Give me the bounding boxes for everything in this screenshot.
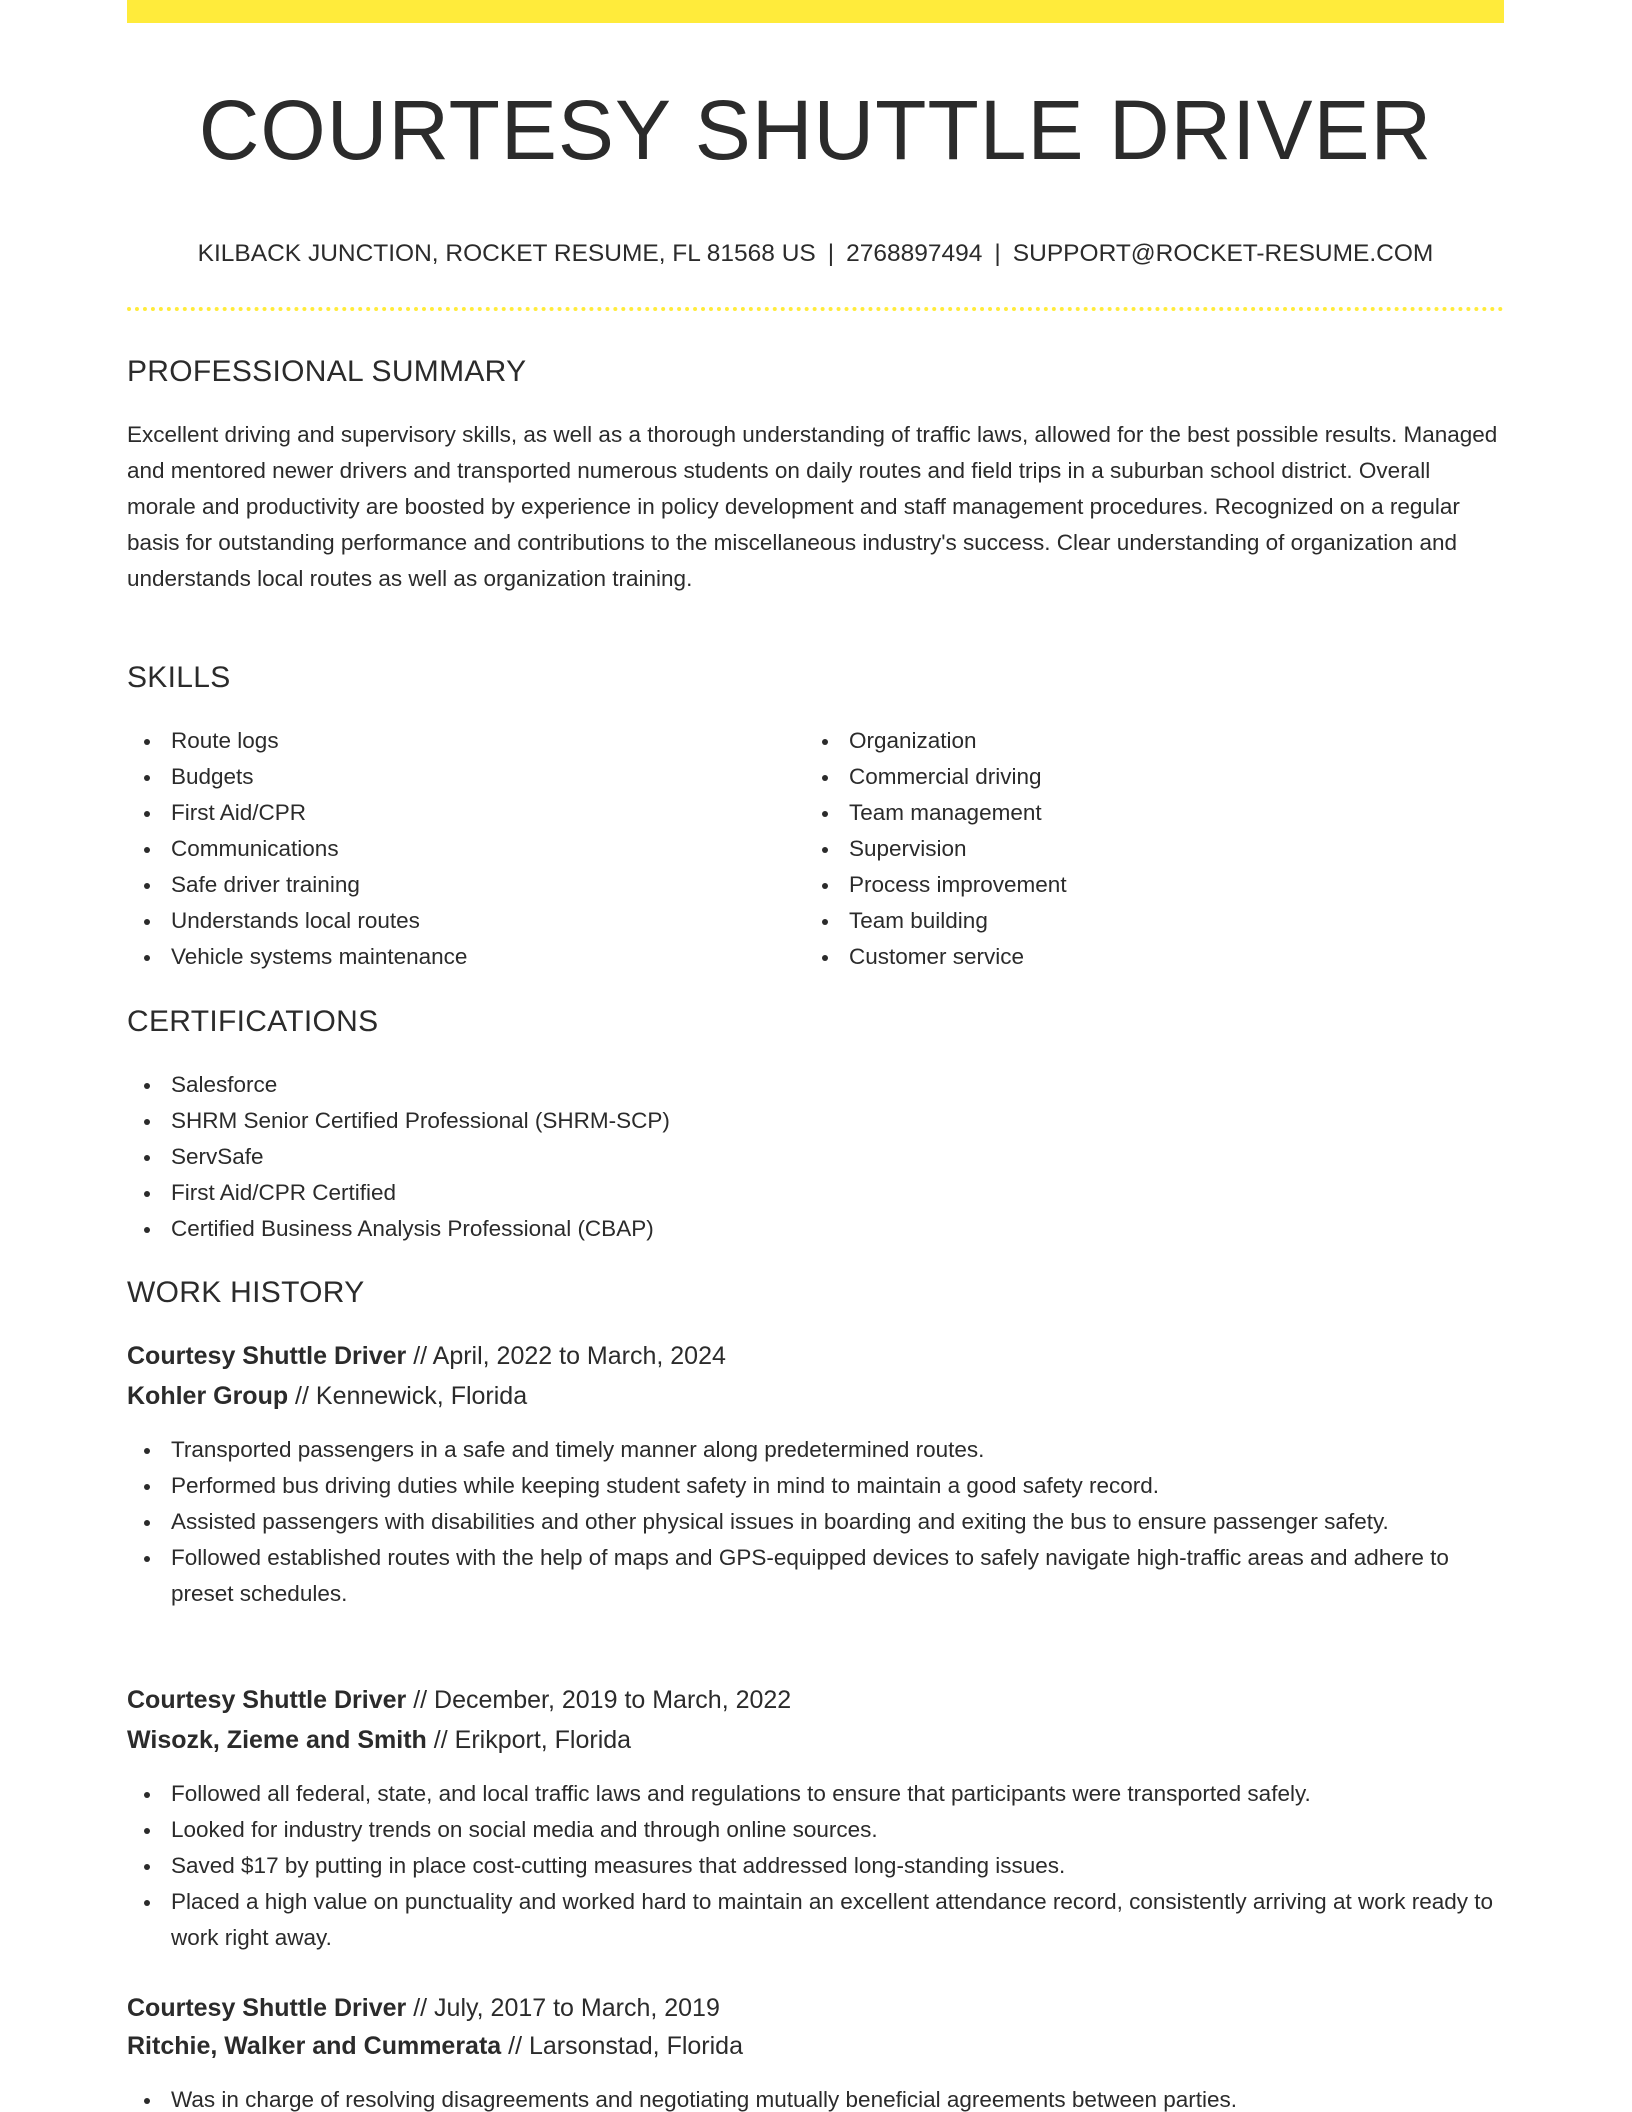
- job-bullet: Performed bus driving duties while keeping student safety in mind to maintain a good safety record.: [127, 1468, 1504, 1504]
- job-bullets: [127, 1776, 1504, 1956]
- skills-list-right: [805, 723, 1465, 975]
- skill-item: Safe driver training: [127, 867, 787, 903]
- contact-separator: |: [827, 240, 835, 267]
- job-company: Kohler Group: [127, 1382, 289, 1410]
- job-bullet: Saved $17 by putting in place cost-cutting measures that addressed long-standing issues.: [127, 1848, 1504, 1884]
- job-company-line: [127, 2026, 743, 2066]
- certification-item: ServSafe: [127, 1139, 1504, 1175]
- job-bullet: Followed established routes with the help of maps and GPS-equipped devices to safely navigate high-traffic areas and adhere to preset schedules.: [127, 1540, 1504, 1612]
- job-bullets: [127, 2082, 1504, 2112]
- skills-heading: SKILLS: [127, 661, 231, 694]
- job-separator: //: [288, 1382, 316, 1410]
- job-separator: //: [426, 1726, 455, 1754]
- certification-item: First Aid/CPR Certified: [127, 1175, 1504, 1211]
- skill-item: Budgets: [127, 759, 787, 795]
- job-dates: April, 2022 to March, 2024: [432, 1342, 726, 1370]
- resume-title: COURTESY SHUTTLE DRIVER: [198, 83, 1433, 177]
- job-bullet: Assisted passengers with disabilities and other physical issues in boarding and exiting the bus to ensure passenger safety.: [127, 1504, 1504, 1540]
- work-history-heading: WORK HISTORY: [127, 1276, 365, 1309]
- skill-item: First Aid/CPR: [127, 795, 787, 831]
- job-bullet: Transported passengers in a safe and timely manner along predetermined routes.: [127, 1432, 1504, 1468]
- job-company-line: [127, 1376, 527, 1416]
- contact-address: KILBACK JUNCTION, ROCKET RESUME, FL 81568 US: [197, 240, 816, 267]
- job-title-line: [127, 1988, 720, 2028]
- job-separator: //: [406, 1994, 435, 2022]
- job-bullet: Looked for industry trends on social media and through online sources.: [127, 1812, 1504, 1848]
- certifications-list: [127, 1067, 1504, 1247]
- contact-email: SUPPORT@ROCKET-RESUME.COM: [1012, 240, 1434, 267]
- job-location: Erikport, Florida: [454, 1726, 632, 1754]
- accent-top-bar: [127, 0, 1504, 23]
- job-separator: //: [406, 1342, 433, 1370]
- skill-item: Commercial driving: [805, 759, 1465, 795]
- job-location: Larsonstad, Florida: [528, 2032, 743, 2060]
- skill-item: Organization: [805, 723, 1465, 759]
- skill-item: Route logs: [127, 723, 787, 759]
- skill-item: Communications: [127, 831, 787, 867]
- job-company: Wisozk, Zieme and Smith: [127, 1726, 427, 1754]
- dotted-divider: [127, 307, 1504, 311]
- job-role: Courtesy Shuttle Driver: [127, 1994, 407, 2022]
- certification-item: Salesforce: [127, 1067, 1504, 1103]
- summary-text: Excellent driving and supervisory skills, as well as a thorough understanding of traffic laws, allowed for the best possible results. Managed and mentored newer drivers and transported numerous students on daily routes and field trips in a suburban school district. Overall morale and productivity are boosted by experience in policy development and staff management procedures. Recognized on a regular basis for outstanding performance and contributions to the miscellaneous industry's success. Clear understanding of organization and understands local routes as well as organization training.: [127, 422, 1498, 591]
- skill-item: Vehicle systems maintenance: [127, 939, 787, 975]
- job-title-line: [127, 1336, 726, 1376]
- job-separator: //: [501, 2032, 529, 2060]
- job-company: Ritchie, Walker and Cummerata: [127, 2032, 502, 2060]
- skill-item: Customer service: [805, 939, 1465, 975]
- certification-item: SHRM Senior Certified Professional (SHRM-SCP): [127, 1103, 1504, 1139]
- contact-phone: 2768897494: [846, 240, 983, 267]
- job-bullet: Placed a high value on punctuality and worked hard to maintain an excellent attendance record, consistently arriving at work ready to work right away.: [127, 1884, 1504, 1956]
- certification-item: Certified Business Analysis Professional (CBAP): [127, 1211, 1504, 1247]
- job-separator: //: [406, 1686, 435, 1714]
- job-location: Kennewick, Florida: [315, 1382, 528, 1410]
- job-bullet: Followed all federal, state, and local traffic laws and regulations to ensure that participants were transported safely.: [127, 1776, 1504, 1812]
- contact-separator: |: [994, 240, 1001, 267]
- job-dates: December, 2019 to March, 2022: [434, 1686, 792, 1714]
- skill-item: Team building: [805, 903, 1465, 939]
- job-dates: July, 2017 to March, 2019: [434, 1994, 720, 2022]
- skill-item: Understands local routes: [127, 903, 787, 939]
- skill-item: Process improvement: [805, 867, 1465, 903]
- contact-line: [127, 236, 1504, 272]
- skill-item: Team management: [805, 795, 1465, 831]
- certifications-heading: CERTIFICATIONS: [127, 1005, 379, 1038]
- summary-heading: PROFESSIONAL SUMMARY: [127, 355, 527, 388]
- job-bullets: [127, 1432, 1504, 1612]
- job-role: Courtesy Shuttle Driver: [127, 1686, 407, 1714]
- skills-list-left: [127, 723, 787, 975]
- job-role: Courtesy Shuttle Driver: [127, 1342, 407, 1370]
- job-company-line: [127, 1720, 631, 1760]
- skill-item: Supervision: [805, 831, 1465, 867]
- job-bullet: Was in charge of resolving disagreements and negotiating mutually beneficial agreements between parties.: [127, 2082, 1504, 2112]
- job-title-line: [127, 1680, 791, 1720]
